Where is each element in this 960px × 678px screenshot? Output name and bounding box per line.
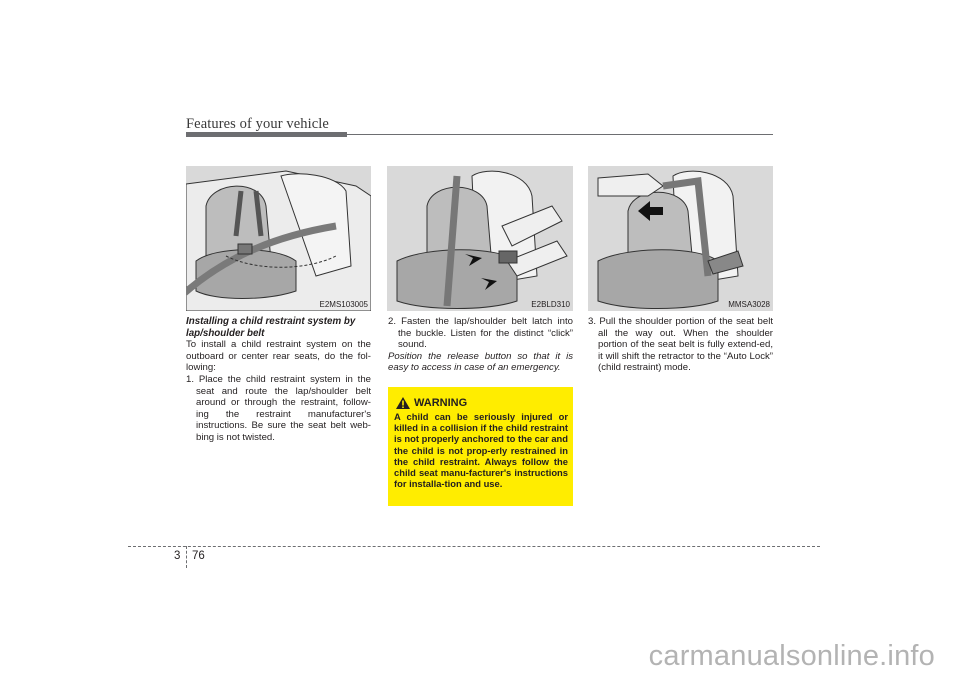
- warning-title: WARNING: [414, 397, 468, 409]
- buckle-illustration: [387, 166, 573, 311]
- figure-code: MMSA3028: [728, 300, 770, 309]
- page-number: 76: [192, 550, 205, 562]
- child-seat-illustration: [186, 166, 371, 311]
- warning-text: A child can be seriously injured or killed in a collision if the child restraint is not properly anchored to the car and the child is not prop-erly restrained in the child restraint. Always follow the child seat manu-facturer's instructions for installa-tion and use.: [394, 411, 568, 490]
- intro-paragraph: To install a child restraint system on the outboard or center rear seats, do the fol-lowing:: [186, 339, 371, 374]
- column-1: [186, 316, 371, 444]
- release-button-note: Position the release button so that it is easy to access in case of an emergency.: [388, 350, 573, 374]
- figure-code: E2BLD310: [531, 300, 570, 309]
- figure-code: E2MS103005: [319, 300, 368, 309]
- page-section-title: Features of your vehicle: [186, 116, 329, 132]
- warning-triangle-icon: [396, 397, 410, 409]
- column-3: [588, 316, 773, 374]
- header-rule-thick: [186, 132, 347, 137]
- watermark: carmanualsonline.info: [648, 640, 935, 672]
- shoulder-belt-illustration: [588, 166, 773, 311]
- figure-fasten-buckle: [387, 166, 573, 311]
- step-1: 1. Place the child restraint system in the seat and route the lap/shoulder belt around or through the restraint, follow-ing the restraint manufacturer's instructions. Be sure the seat belt web-bing is not twisted.: [186, 373, 371, 443]
- footer-rule: [128, 546, 820, 547]
- chapter-number: 3: [174, 550, 181, 562]
- step-3: 3. Pull the shoulder portion of the seat belt all the way out. When the shoulder portion of the seat belt is fully extend-ed, it will shift the retractor to the “Auto Lock” (child restraint) mode.: [588, 316, 773, 374]
- warning-box: [388, 387, 573, 506]
- figure-pull-shoulder-belt: [588, 166, 773, 311]
- section-heading: Installing a child restraint system by lap/shoulder belt: [186, 316, 356, 339]
- figure-child-seat-installation: [186, 166, 371, 311]
- step-2: 2. Fasten the lap/shoulder belt latch into the buckle. Listen for the distinct “click” sound.: [388, 316, 573, 351]
- footer-divider: [186, 546, 187, 568]
- header-rule-thin: [347, 134, 773, 135]
- column-2: [388, 316, 573, 374]
